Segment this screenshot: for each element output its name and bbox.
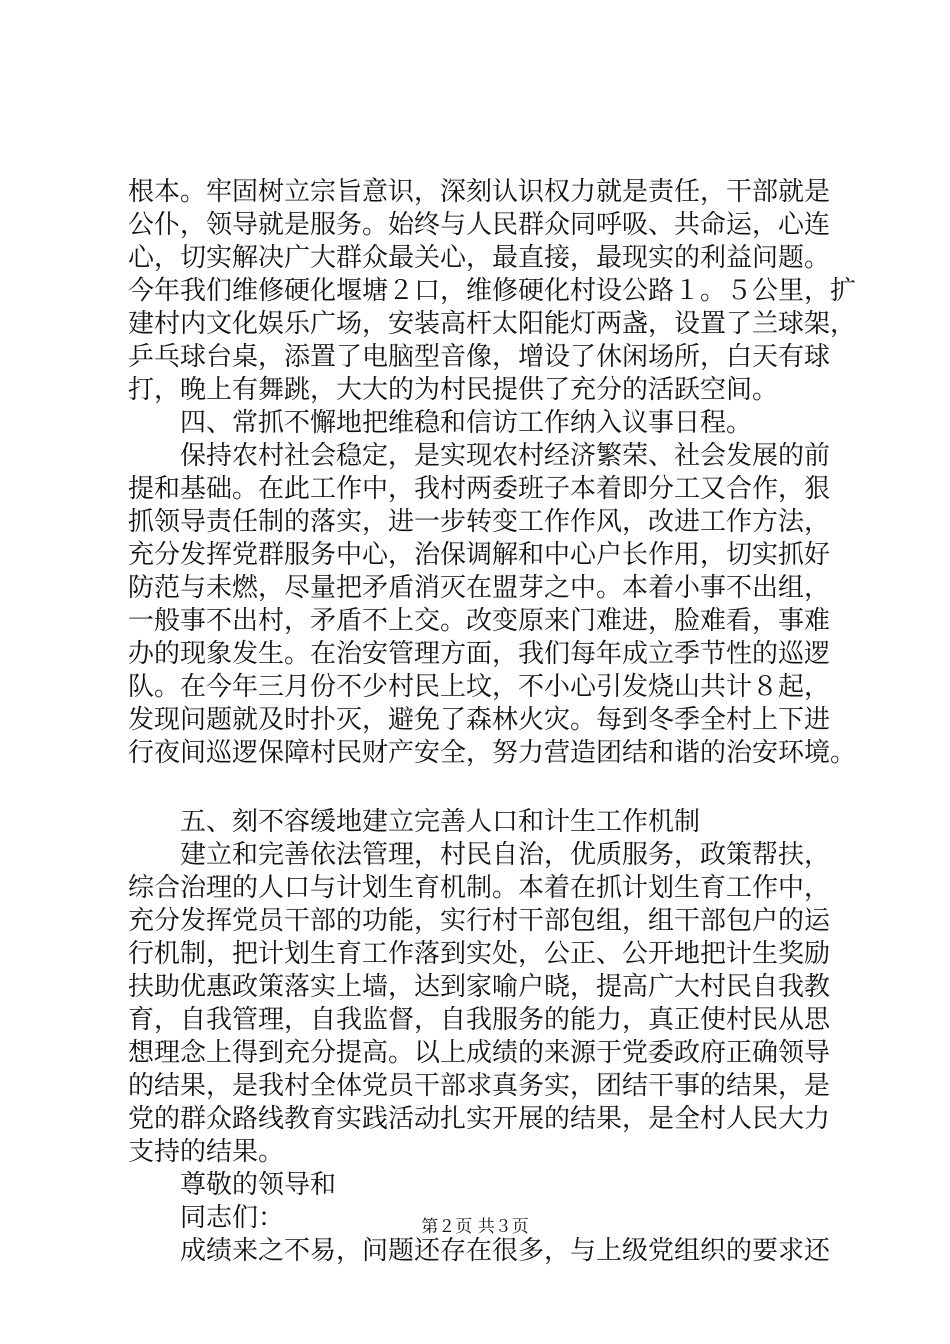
text-line: 综合治理的人口与计划生育机制。本着在抓计划生育工作中， (128, 873, 831, 903)
text-line: 扶助优惠政策落实上墙，达到家喻户晓，提高广大村民自我教 (128, 972, 831, 1002)
text-line: 乒乓球台桌，添置了电脑型音像，增设了休闲场所，白天有球 (128, 342, 831, 372)
text-line: 行机制，把计划生育工作落到实处，公正、公开地把计生奖励 (128, 939, 831, 969)
text-line: 心，切实解决广大群众最关心，最直接，最现实的利益问题。 (128, 243, 831, 273)
text-line: 保持农村社会稳定，是实现农村经济繁荣、社会发展的前 (180, 441, 831, 471)
text-line: 抓领导责任制的落实，进一步转变工作作风，改进工作方法， (128, 507, 831, 537)
text-line: 防范与未燃，尽量把矛盾消灭在盟芽之中。本着小事不出组， (128, 573, 831, 603)
text-line: 四、常抓不懈地把维稳和信访工作纳入议事日程。 (180, 408, 753, 438)
paragraph-gap (128, 770, 858, 806)
text-line: 同志们： (180, 1203, 285, 1233)
text-line: 五、刻不容缓地建立完善人口和计生工作机制 (180, 807, 701, 837)
text-line: 行夜间巡逻保障村民财产安全，努力营造团结和谐的治安环境。 (128, 738, 857, 768)
text-line: 建村内文化娱乐广场，安装高杆太阳能灯两盏，设置了兰球架， (128, 309, 857, 339)
text-line: 党的群众路线教育实践活动扎实开展的结果，是全村人民大力 (128, 1104, 831, 1134)
text-line: 的结果，是我村全体党员干部求真务实，团结干事的结果，是 (128, 1071, 831, 1101)
text-line: 队。在今年三月份不少村民上坟，不小心引发烧山共计８起， (128, 672, 831, 702)
text-line: 育，自我管理，自我监督，自我服务的能力，真正使村民从思 (128, 1005, 831, 1035)
text-line: 支持的结果。 (128, 1137, 285, 1167)
text-line: 充分发挥党员干部的功能，实行村干部包组，组干部包户的运 (128, 906, 831, 936)
text-line: 发现问题就及时扑灭，避免了森林火灾。每到冬季全村上下进 (128, 705, 831, 735)
text-line: 建立和完善依法管理，村民自治，优质服务，政策帮扶， (180, 840, 831, 870)
text-line: 尊敬的领导和 (180, 1170, 337, 1200)
text-line: 打，晚上有舞跳，大大的为村民提供了充分的活跃空间。 (128, 375, 779, 405)
text-line: 办的现象发生。在治安管理方面，我们每年成立季节性的巡逻 (128, 639, 831, 669)
text-line: 今年我们维修硬化堰塘２口，维修硬化村设公路１。５公里，扩 (128, 276, 857, 306)
text-line: 成绩来之不易，问题还存在很多，与上级党组织的要求还 (180, 1236, 831, 1266)
text-line: 根本。牢固树立宗旨意识，深刻认识权力就是责任，干部就是 (128, 177, 831, 207)
page-footer: 第２页 共３页 (421, 1217, 529, 1237)
text-line: 充分发挥党群服务中心，治保调解和中心户长作用，切实抓好 (128, 540, 831, 570)
text-line: 公仆，领导就是服务。始终与人民群众同呼吸、共命运，心连 (128, 210, 831, 240)
text-line: 一般事不出村，矛盾不上交。改变原来门难进，脸难看，事难 (128, 606, 831, 636)
text-line: 想理念上得到充分提高。以上成绩的来源于党委政府正确领导 (128, 1038, 831, 1068)
document-body (128, 176, 858, 1268)
text-line: 提和基础。在此工作中，我村两委班子本着即分工又合作，狠 (128, 474, 831, 504)
